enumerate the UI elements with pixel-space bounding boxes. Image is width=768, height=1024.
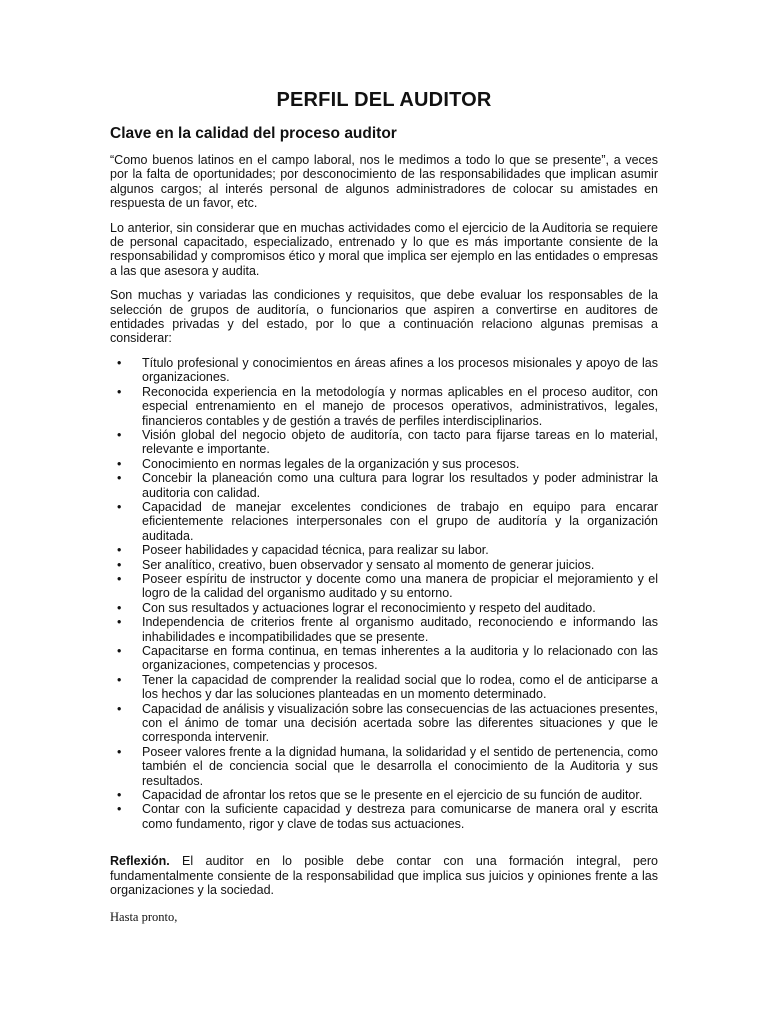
list-item <box>110 702 658 745</box>
list-item-text: Título profesional y conocimientos en áreas afines a los procesos misionales y apoyo de las organizaciones. <box>142 355 658 385</box>
list-item-text: Contar con la suficiente capacidad y destreza para comunicarse de manera oral y escrita como fundamento, rigor y clave de todas sus actuaciones. <box>142 802 658 831</box>
list-item <box>110 615 658 644</box>
list-item-text: Poseer valores frente a la dignidad humana, la solidaridad y el sentido de pertenencia, como también el de conciencia social que le desarrolla el conocimiento de la Auditoria y sus resultados. <box>142 744 658 788</box>
list-item <box>110 457 658 471</box>
bullet-icon: • <box>117 802 122 817</box>
bullet-icon: • <box>117 355 122 370</box>
bullet-icon: • <box>117 744 122 759</box>
bullet-icon: • <box>117 543 122 558</box>
list-item <box>110 673 658 702</box>
list-item <box>110 428 658 457</box>
list-item <box>110 572 658 601</box>
bullet-icon: • <box>117 384 122 399</box>
document-subtitle: Clave en la calidad del proceso auditor <box>110 125 397 142</box>
document-page <box>110 88 658 938</box>
bullet-icon: • <box>117 600 122 615</box>
closing-line: Hasta pronto, <box>110 910 178 924</box>
list-item <box>110 500 658 543</box>
list-item <box>110 356 658 385</box>
list-item-text: Poseer habilidades y capacidad técnica, para realizar su labor. <box>142 543 489 558</box>
list-item-text: Capacidad de análisis y visualización sobre las consecuencias de las actuaciones presentes, con el ánimo de tomar una decisión acertada sobre las diferentes situaciones y que le corresponda intervenir. <box>142 701 658 745</box>
list-item <box>110 385 658 428</box>
bullet-icon: • <box>117 571 122 586</box>
bullet-icon: • <box>117 427 122 442</box>
reflection-paragraph <box>110 854 658 897</box>
list-item-text: Capacidad de afrontar los retos que se le presente en el ejercicio de su función de auditor. <box>142 788 643 803</box>
bullet-icon: • <box>117 456 122 471</box>
list-item <box>110 471 658 500</box>
list-item-text: Concebir la planeación como una cultura para lograr los resultados y poder administrar la auditoria con calidad. <box>142 471 658 500</box>
list-item-text: Capacitarse en forma continua, en temas inherentes a la auditoria y lo relacionado con las organizaciones, competencias y procesos. <box>142 644 658 673</box>
list-item <box>110 788 658 802</box>
bullet-icon: • <box>117 701 122 716</box>
requirements-list <box>110 356 658 831</box>
bullet-icon: • <box>117 788 122 803</box>
list-item-text: Ser analítico, creativo, buen observador y sensato al momento de generar juicios. <box>142 557 595 572</box>
list-item-text: Tener la capacidad de comprender la realidad social que lo rodea, como el de anticiparse a los hechos y dar las soluciones planteadas en un momento determinado. <box>142 672 658 702</box>
list-item-text: Poseer espíritu de instructor y docente como una manera de propiciar el mejoramiento y el logro de la calidad del organismo auditado y su entorno. <box>142 571 658 601</box>
bullet-icon: • <box>117 557 122 572</box>
reflection-label: Reflexión. <box>110 854 170 869</box>
bullet-icon: • <box>117 615 122 630</box>
document-title: PERFIL DEL AUDITOR <box>276 89 492 111</box>
list-item-text: Capacidad de manejar excelentes condiciones de trabajo en equipo para encarar eficientemente relaciones interpersonales con el grupo de auditoría y la organización auditada. <box>142 499 658 543</box>
list-item <box>110 745 658 788</box>
paragraph-2: Lo anterior, sin considerar que en muchas actividades como el ejercicio de la Auditoria se requiere de personal capacitado, especializado, entrenado y lo que es más importante consiente de la responsabilidad y compromisos ético y moral que implica ser ejemplo en las entidades o empresas a las que asesora y audita. <box>110 220 658 278</box>
paragraph-3: Son muchas y variadas las condiciones y requisitos, que debe evaluar los responsables de la selección de grupos de auditoría, o funcionarios que aspiren a convertirse en auditores de entidades privadas y del estado, por lo que a continuación relaciono algunas premisas a considerar: <box>110 288 658 346</box>
list-item <box>110 543 658 557</box>
list-item-text: Visión global del negocio objeto de auditoría, con tacto para fijarse tareas en lo material, relevante e importante. <box>142 427 658 457</box>
list-item <box>110 644 658 673</box>
bullet-icon: • <box>117 471 122 486</box>
list-item-text: Conocimiento en normas legales de la organización y sus procesos. <box>142 456 520 471</box>
list-item-text: Reconocida experiencia en la metodología y normas aplicables en el proceso auditor, con especial entrenamiento en el manejo de procesos operativos, administrativos, legales, financieros contables y de gestión a través de perfiles interdisciplinarios. <box>142 384 658 428</box>
bullet-icon: • <box>117 499 122 514</box>
list-item-text: Con sus resultados y actuaciones lograr el reconocimiento y respeto del auditado. <box>142 600 596 615</box>
list-item <box>110 802 658 831</box>
reflection-text: El auditor en lo posible debe contar con una formación integral, pero fundamentalmente consiente de la responsabilidad que implica sus juicios y opiniones frente a las organizaciones y la sociedad. <box>110 854 658 898</box>
list-item <box>110 558 658 572</box>
list-item-text: Independencia de criterios frente al organismo auditado, reconociendo e informando las inhabilidades e incompatibilidades que se presente. <box>142 615 658 644</box>
bullet-icon: • <box>117 672 122 687</box>
bullet-icon: • <box>117 644 122 658</box>
list-item <box>110 601 658 615</box>
paragraph-1: “Como buenos latinos en el campo laboral, nos le medimos a todo lo que se presente”, a veces por la falta de oportunidades; por desconocimiento de las responsabilidades que implican asumir algunos cargos; al interés personal de algunos administradores de colocar su amistades en respuesta de un favor, etc. <box>110 153 658 211</box>
